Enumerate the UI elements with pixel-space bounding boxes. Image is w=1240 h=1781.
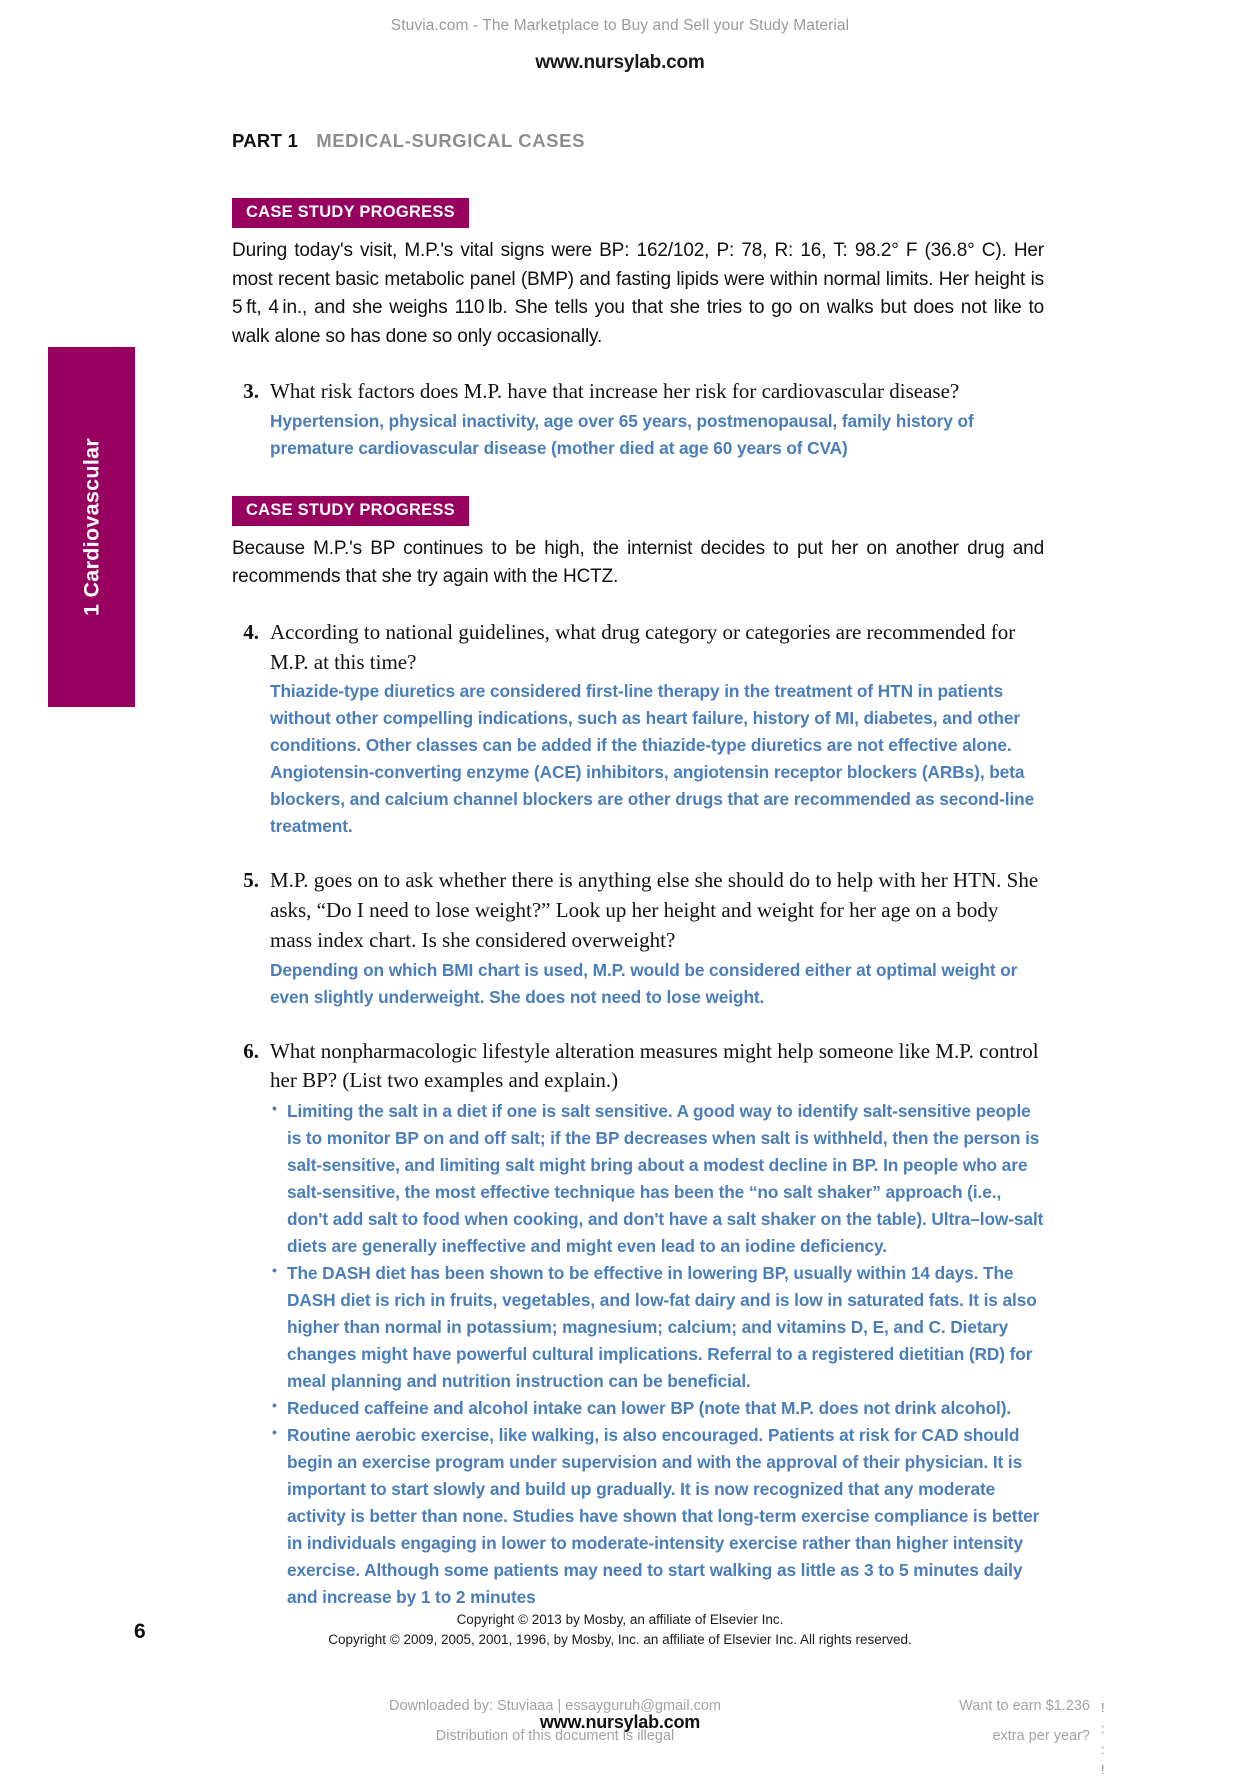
list-item: • Reduced caffeine and alcohol intake can lower BP (note that M.P. does not drink alcohol). bbox=[270, 1395, 1044, 1422]
narrative-paragraph-1: During today's visit, M.P.'s vital signs were BP: 162/102, P: 78, R: 16, T: 98.2° F (36.8° C). Her most recent basic metabolic panel (BMP) and fasting lipids were within normal limits. Her height is 5 ft, 4 in., and she weighs 110 lb. She tells you that she tries to go on walks but does not like to walk alone so has done so only occasionally. bbox=[232, 240, 1044, 347]
question-item-5 bbox=[232, 866, 1044, 1010]
chapter-tab-label: 1 Cardiovascular bbox=[79, 437, 103, 617]
status-badge: CASE STUDY PROGRESS bbox=[232, 198, 469, 228]
copyright-notice bbox=[0, 1610, 1240, 1650]
earn-promo-line-1: Want to earn $1.236 bbox=[959, 1698, 1090, 1714]
answer-text: Thiazide-type diuretics are considered first-line therapy in the treatment of HTN in patients without other compelling indications, such as heart failure, history of MI, diabetes, and other conditions. Other classes can be added if the thiazide-type diuretics are not effective alone. Angiotensin-converting enzyme (ACE) inhibitors, angiotensin receptor blockers (ARBs), beta blockers, and calcium channel blockers are other drugs that are recommended as second-line treatment. bbox=[270, 681, 1035, 837]
question-text: What risk factors does M.P. have that increase her risk for cardiovascular disease? bbox=[270, 379, 960, 403]
copyright-line-1: Copyright © 2013 by Mosby, an affiliate of Elsevier Inc. bbox=[456, 1612, 784, 1627]
part-label: PART 1 bbox=[232, 130, 299, 151]
answer-text: Depending on which BMI chart is used, M.P. would be considered either at optimal weight or even slightly underweight. She does not need to lose weight. bbox=[270, 959, 1018, 1007]
status-badge: CASE STUDY PROGRESS bbox=[232, 496, 469, 526]
question-number: 4. bbox=[243, 619, 259, 644]
answer-bullet-list bbox=[270, 1098, 1044, 1610]
earn-promo-line-2: extra per year? bbox=[992, 1727, 1090, 1744]
part-title: MEDICAL-SURGICAL CASES bbox=[316, 130, 586, 151]
question-number: 6. bbox=[243, 1038, 259, 1063]
list-item: • Limiting the salt in a diet if one is salt sensitive. A good way to identify salt-sensitive people is to monitor BP on and off salt; if the BP decreases when salt is withheld, then the person is salt-sensitive, and limiting salt might bring about a modest decline in BP. In people who are salt-sensitive, the most effective technique has been the “no salt shaker” approach (i.e., don't add salt to food when cooking, and don't have a salt shaker on the table). Ultra–low-salt diets are generally ineffective and might even lead to an iodine deficiency. bbox=[270, 1098, 1044, 1260]
question-item-4 bbox=[232, 618, 1044, 840]
nursylab-bottom-watermark: www.nursylab.com bbox=[539, 1712, 701, 1732]
copyright-line-2: Copyright © 2009, 2005, 2001, 1996, by Mosby, Inc. an affiliate of Elsevier Inc. All rights reserved. bbox=[328, 1631, 912, 1647]
case-study-progress-block-1 bbox=[232, 198, 1044, 351]
part-heading bbox=[232, 130, 1044, 152]
stuvia-top-banner: Stuvia.com - The Marketplace to Buy and Sell your Study Material bbox=[390, 17, 850, 34]
page-number: 6 bbox=[134, 1620, 146, 1643]
question-item-3 bbox=[232, 377, 1044, 462]
case-study-progress-block-2 bbox=[232, 496, 1044, 592]
edge-marks-icon: ! : : ! bbox=[1101, 1700, 1105, 1778]
question-item-6 bbox=[232, 1037, 1044, 1611]
list-item: • Routine aerobic exercise, like walking, is also encouraged. Patients at risk for CAD should begin an exercise program under supervision and with the approval of their physician. It is important to start slowly and build up gradually. It is now recognized that any moderate activity is better than none. Studies have shown that long-term exercise compliance is better in individuals engaging in lower to moderate-intensity exercise rather than higher intensity exercise. Although some patients may need to start walking as little as 3 to 5 minutes daily and increase by 1 to 2 minutes bbox=[270, 1422, 1044, 1611]
question-text: According to national guidelines, what drug category or categories are recommended for M.P. at this time? bbox=[270, 619, 1016, 674]
question-text: M.P. goes on to ask whether there is anything else she should do to help with her HTN. She asks, “Do I need to lose weight?” Look up her height and weight for her age on a body mass index chart. Is she considered overweight? bbox=[270, 868, 1039, 952]
downloaded-by-text: Downloaded by: Stuviaaa | essayguruh@gmail.com bbox=[388, 1698, 722, 1714]
list-item: • The DASH diet has been shown to be effective in lowering BP, usually within 14 days. The DASH diet is rich in fruits, vegetables, and low-fat dairy and is low in saturated fats. It is also higher than normal in potassium; magnesium; calcium; and vitamins D, E, and C. Dietary changes might have powerful cultural implications. Referral to a registered dietitian (RD) for meal planning and nutrition instruction can be beneficial. bbox=[270, 1260, 1044, 1395]
narrative-paragraph-2: Because M.P.'s BP continues to be high, the internist decides to put her on another drug and recommends that she try again with the HCTZ. bbox=[232, 537, 1044, 588]
question-text: What nonpharmacologic lifestyle alteration measures might help someone like M.P. control her BP? (List two examples and explain.) bbox=[270, 1038, 1039, 1093]
page-content bbox=[232, 130, 1044, 1611]
distribution-notice-text: Distribution of this document is illegal bbox=[435, 1727, 675, 1744]
answer-text: Hypertension, physical inactivity, age over 65 years, postmenopausal, family history of premature cardiovascular disease (mother died at age 60 years of CVA) bbox=[270, 410, 974, 458]
chapter-tab bbox=[48, 347, 135, 707]
question-number: 3. bbox=[243, 379, 259, 403]
nursylab-top-watermark: www.nursylab.com bbox=[535, 52, 705, 73]
question-number: 5. bbox=[243, 868, 259, 893]
